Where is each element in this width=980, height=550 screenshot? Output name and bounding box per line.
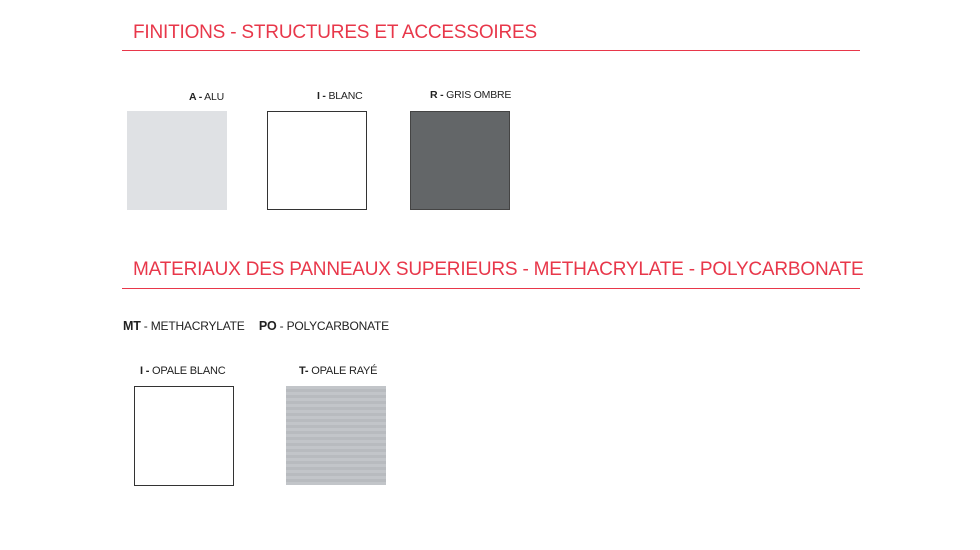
finish-name: GRIS OMBRE xyxy=(446,89,512,101)
finish-code: I - xyxy=(140,365,150,377)
material-code: PO xyxy=(258,319,277,333)
finish-code: I - xyxy=(317,90,326,102)
finish-label-gris-ombre xyxy=(430,89,511,101)
swatch-blanc xyxy=(267,111,367,210)
finish-code: T- xyxy=(299,365,309,377)
finish-code: R - xyxy=(430,89,444,101)
material-code: MT xyxy=(123,319,141,333)
section-divider xyxy=(122,50,860,51)
section-title-materials: MATERIAUX DES PANNEAUX SUPERIEURS - METHACRYLATE - POLYCARBONATE xyxy=(133,259,864,280)
finish-code: A - xyxy=(189,91,203,103)
section-divider xyxy=(122,288,860,289)
finish-name: ALU xyxy=(204,91,224,103)
section-title-finishes: FINITIONS - STRUCTURES ET ACCESSOIRES xyxy=(133,22,537,43)
finish-label-blanc xyxy=(317,90,362,102)
swatch-gris-ombre xyxy=(410,111,510,210)
finish-label-opale-raye xyxy=(299,365,377,377)
finish-label-alu xyxy=(189,91,224,103)
finish-name: OPALE RAYÉ xyxy=(311,365,378,377)
material-legend xyxy=(123,319,389,333)
finish-name: BLANC xyxy=(328,90,363,102)
swatch-opale-raye xyxy=(286,386,386,485)
swatch-opale-blanc xyxy=(134,386,234,486)
finish-label-opale-blanc xyxy=(140,365,225,377)
material-name: - METHACRYLATE xyxy=(143,319,245,333)
swatch-alu xyxy=(127,111,227,210)
finish-name: OPALE BLANC xyxy=(152,365,226,377)
material-name: - POLYCARBONATE xyxy=(279,319,389,333)
